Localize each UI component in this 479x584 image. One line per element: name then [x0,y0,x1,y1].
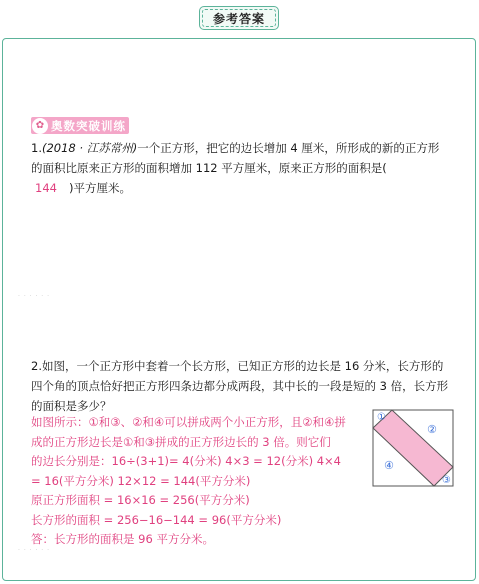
question-1 [31,138,446,198]
q1-answer: 144 [35,181,57,195]
q1-source: (2018 · 江苏常州) [41,141,138,155]
q1-text: 一个正方形，把它的边长增加 4 厘米，所形成的新的正方形的面积比原来正方形的面积增加 112 平方厘米，原来正方形的面积是( [31,141,440,175]
q2-number: 2. [31,359,42,373]
bunny-icon: ✿ [32,118,48,134]
region-3-label: ③ [442,475,451,486]
divider-dots: · · · · · · [18,293,50,300]
solution-line: 原正方形面积 = 16×16 = 256(平方分米) [31,493,250,507]
q1-number: 1. [31,141,42,155]
section-badge [31,117,129,134]
q2-solution [31,413,371,550]
q2-text: 如图，一个正方形中套着一个长方形，已知正方形的边长是 16 分米，长方形的四个角的顶点恰好把正方形四条边都分成两段，其中长的一段是短的 3 倍，长方形的面积是多少？ [31,359,449,413]
answer-key-title [199,6,279,30]
solution-line: 长方形的面积 = 256−16−144 = 96(平方分米) [31,512,282,527]
solution-line: 如图所示：①和③、②和④可以拼成两个小正方形，且②和④拼 [31,415,346,429]
answer-key-title-text: 参考答案 [212,11,265,26]
solution-line: 成的正方形边长是①和③拼成的正方形边长的 3 倍。则它们 [31,434,331,449]
q1-text-end: )平方厘米。 [69,181,131,195]
section-label: 奥数突破训练 [51,118,126,133]
region-4-label: ④ [384,459,394,472]
solution-line: 的边长分别是：16÷(3+1)= 4(分米) 4×3 = 12(分米) 4×4 [31,454,341,468]
region-1-label: ① [377,412,386,423]
square-rectangle-figure [372,409,454,487]
question-2 [31,356,451,416]
solution-line: = 16(平方分米) 12×12 = 144(平方分米) [31,473,251,488]
solution-line: 答：长方形的面积是 96 平方分米。 [31,532,214,546]
region-2-label: ② [427,423,437,436]
divider-dots: · · · · · · [18,547,50,554]
